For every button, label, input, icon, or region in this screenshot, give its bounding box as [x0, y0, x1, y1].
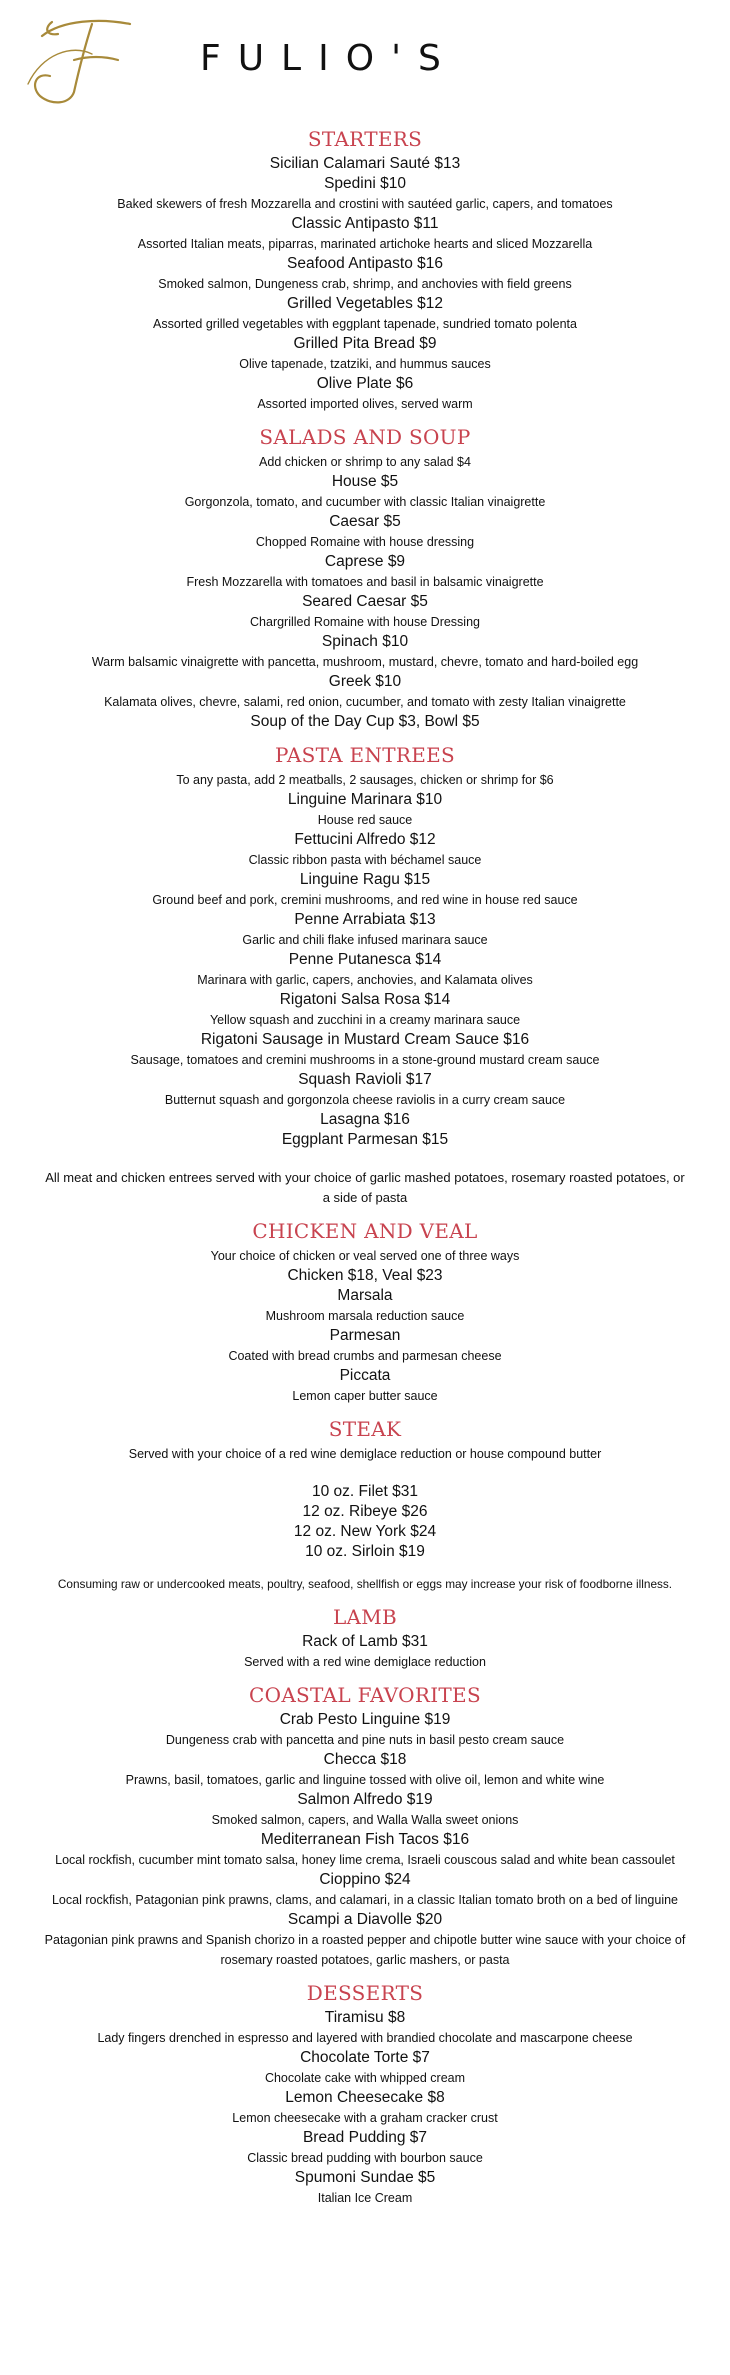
menu-item-description: Lemon caper butter sauce [292, 1389, 438, 1403]
menu-item-name: Chocolate Torte $7 [300, 2049, 430, 2066]
menu-item-name: House $5 [331, 473, 399, 490]
menu-section [0, 424, 730, 732]
menu-item-description: Smoked salmon, Dungeness crab, shrimp, and anchovies with field greens [158, 277, 572, 291]
menu-item-description: Prawns, basil, tomatoes, garlic and linguine tossed with olive oil, lemon and white wine [125, 1773, 605, 1787]
menu-item-name: Seared Caesar $5 [302, 593, 428, 610]
section-note: To any pasta, add 2 meatballs, 2 sausages, chicken or shrimp for $6 [176, 773, 554, 787]
section-note: Served with your choice of a red wine demiglace reduction or house compound butter [128, 1447, 602, 1461]
menu-item-description: Kalamata olives, chevre, salami, red onion, cucumber, and tomato with zesty Italian vinaigrette [104, 695, 626, 709]
menu-item-description: Assorted grilled vegetables with eggplant tapenade, sundried tomato polenta [153, 317, 577, 331]
menu-item-name: Caprese $9 [324, 553, 406, 570]
menu-item-description: Olive tapenade, tzatziki, and hummus sauces [239, 357, 491, 371]
menu-item-name: Piccata [339, 1367, 391, 1384]
menu-item-name: Rigatoni Salsa Rosa $14 [279, 991, 451, 1008]
menu-item-name: 10 oz. Sirloin $19 [305, 1543, 425, 1560]
section-title: CHICKEN AND VEAL [252, 1219, 478, 1243]
menu-item-name: Checca $18 [323, 1751, 407, 1768]
section-title: SALADS AND SOUP [259, 425, 471, 449]
menu-item-description: Smoked salmon, capers, and Walla Walla sweet onions [211, 1813, 519, 1827]
section-footer: All meat and chicken entrees served with your choice of garlic mashed potatoes, rosemary roasted potatoes, or a side of pasta [45, 1170, 685, 1205]
menu-item-name: Penne Arrabiata $13 [294, 911, 436, 928]
menu-item-description: Local rockfish, Patagonian pink prawns, clams, and calamari, in a classic Italian tomato broth on a bed of linguine [51, 1893, 679, 1907]
menu-section [0, 126, 730, 414]
menu-item-description: Assorted Italian meats, piparras, marinated artichoke hearts and sliced Mozzarella [137, 237, 593, 251]
menu-item-name: Classic Antipasto $11 [291, 215, 439, 232]
menu-section [0, 742, 730, 1208]
menu-item-name: Rack of Lamb $31 [302, 1633, 428, 1650]
menu-item-name: Greek $10 [328, 673, 402, 690]
menu-item-description: Coated with bread crumbs and parmesan cheese [228, 1349, 502, 1363]
menu-item-name: Squash Ravioli $17 [298, 1071, 432, 1088]
menu-item-description: Warm balsamic vinaigrette with pancetta, mushroom, mustard, chevre, tomato and hard-boiled egg [91, 655, 639, 669]
menu-section [0, 1980, 730, 2208]
menu-item-name: Tiramisu $8 [324, 2009, 406, 2026]
menu-section [0, 1218, 730, 1406]
menu-item-name: Penne Putanesca $14 [288, 951, 442, 968]
menu-item-name: Fettucini Alfredo $12 [294, 831, 436, 848]
menu-item-name: Grilled Pita Bread $9 [293, 335, 437, 352]
section-title: COASTAL FAVORITES [249, 1683, 481, 1707]
menu-item-name: Spumoni Sundae $5 [294, 2169, 436, 2186]
menu-item-name: Linguine Marinara $10 [287, 791, 443, 808]
menu-item-description: Fresh Mozzarella with tomatoes and basil in balsamic vinaigrette [186, 575, 544, 589]
section-title: LAMB [332, 1605, 398, 1629]
menu-item-description: House red sauce [317, 813, 413, 827]
menu-item-name: Chicken $18, Veal $23 [287, 1267, 443, 1284]
menu-item-name: Salmon Alfredo $19 [297, 1791, 433, 1808]
menu-item-description: Mushroom marsala reduction sauce [265, 1309, 465, 1323]
menu-item-description: Assorted imported olives, served warm [257, 397, 473, 411]
menu-item-name: Rigatoni Sausage in Mustard Cream Sauce $16 [200, 1031, 530, 1048]
menu-item-name: Cioppino $24 [319, 1871, 411, 1888]
fulios-logo-icon [22, 14, 137, 109]
menu-section [0, 1682, 730, 1970]
menu-item-description: Ground beef and pork, cremini mushrooms, and red wine in house red sauce [152, 893, 578, 907]
menu-item-description: Dungeness crab with pancetta and pine nuts in basil pesto cream sauce [165, 1733, 565, 1747]
section-note: Your choice of chicken or veal served one of three ways [210, 1249, 520, 1263]
header [0, 0, 730, 115]
menu-item-name: Spedini $10 [324, 175, 406, 192]
menu-item-name: Bread Pudding $7 [302, 2129, 428, 2146]
menu-item-description: Italian Ice Cream [317, 2191, 413, 2205]
menu-item-name: Parmesan [329, 1327, 401, 1344]
section-note: Add chicken or shrimp to any salad $4 [259, 455, 471, 469]
menu-item-name: Lasagna $16 [320, 1111, 410, 1128]
menu-item-name: 12 oz. Ribeye $26 [302, 1503, 428, 1520]
menu-item-name: Eggplant Parmesan $15 [281, 1131, 449, 1148]
menu-item-name: Grilled Vegetables $12 [287, 295, 443, 312]
restaurant-name: FULIO'S [200, 38, 458, 79]
menu-item-description: Served with a red wine demiglace reduction [244, 1655, 486, 1669]
menu-item-name: Mediterranean Fish Tacos $16 [260, 1831, 470, 1848]
menu-item-name: 10 oz. Filet $31 [312, 1483, 418, 1500]
menu-item-name: Scampi a Diavolle $20 [287, 1911, 443, 1928]
menu-item-name: Olive Plate $6 [316, 375, 414, 392]
menu [0, 126, 730, 2208]
menu-item-description: Garlic and chili flake infused marinara sauce [242, 933, 488, 947]
section-title: PASTA ENTREES [274, 743, 456, 767]
menu-section [0, 1604, 730, 1672]
menu-item-description: Chocolate cake with whipped cream [264, 2071, 466, 2085]
section-title: STEAK [328, 1417, 402, 1441]
menu-item-description: Chargrilled Romaine with house Dressing [250, 615, 480, 629]
menu-item-description: Lemon cheesecake with a graham cracker crust [232, 2111, 498, 2125]
menu-item-description: Local rockfish, cucumber mint tomato salsa, honey lime crema, Israeli couscous salad and white bean cassoulet [55, 1853, 675, 1867]
menu-item-name: Crab Pesto Linguine $19 [279, 1711, 451, 1728]
section-title: DESSERTS [306, 1981, 424, 2005]
menu-item-name: Seafood Antipasto $16 [287, 255, 443, 272]
menu-item-name: Marsala [337, 1287, 393, 1304]
menu-item-description: Sausage, tomatoes and cremini mushrooms in a stone-ground mustard cream sauce [130, 1053, 600, 1067]
foodborne-illness-disclaimer: Consuming raw or undercooked meats, poultry, seafood, shellfish or eggs may increase your risk of foodborne illness. [57, 1577, 673, 1591]
menu-item-name: Sicilian Calamari Sauté $13 [269, 155, 461, 172]
menu-item-description: Classic ribbon pasta with béchamel sauce [248, 853, 482, 867]
menu-item-description: Marinara with garlic, capers, anchovies, and Kalamata olives [197, 973, 533, 987]
menu-item-description: Classic bread pudding with bourbon sauce [247, 2151, 483, 2165]
menu-section [0, 1416, 730, 1594]
menu-item-description: Gorgonzola, tomato, and cucumber with classic Italian vinaigrette [184, 495, 546, 509]
menu-item-name: Spinach $10 [321, 633, 409, 650]
menu-item-description: Butternut squash and gorgonzola cheese raviolis in a curry cream sauce [164, 1093, 566, 1107]
menu-item-description: Baked skewers of fresh Mozzarella and crostini with sautéed garlic, capers, and tomatoes [117, 197, 613, 211]
menu-item-description: Chopped Romaine with house dressing [255, 535, 475, 549]
menu-item-name: Caesar $5 [329, 513, 401, 530]
menu-item-name: Soup of the Day Cup $3, Bowl $5 [250, 713, 480, 730]
menu-item-description: Yellow squash and zucchini in a creamy marinara sauce [209, 1013, 521, 1027]
menu-item-name: Lemon Cheesecake $8 [285, 2089, 445, 2106]
menu-item-name: 12 oz. New York $24 [293, 1523, 437, 1540]
section-title: STARTERS [307, 127, 423, 151]
menu-item-description: Patagonian pink prawns and Spanish chorizo in a roasted pepper and chipotle butter wine sauce with your choice of rosemary roasted potatoes, garlic mashers, or pasta [44, 1933, 686, 1967]
menu-item-description: Lady fingers drenched in espresso and layered with brandied chocolate and mascarpone cheese [97, 2031, 633, 2045]
menu-item-name: Linguine Ragu $15 [299, 871, 431, 888]
